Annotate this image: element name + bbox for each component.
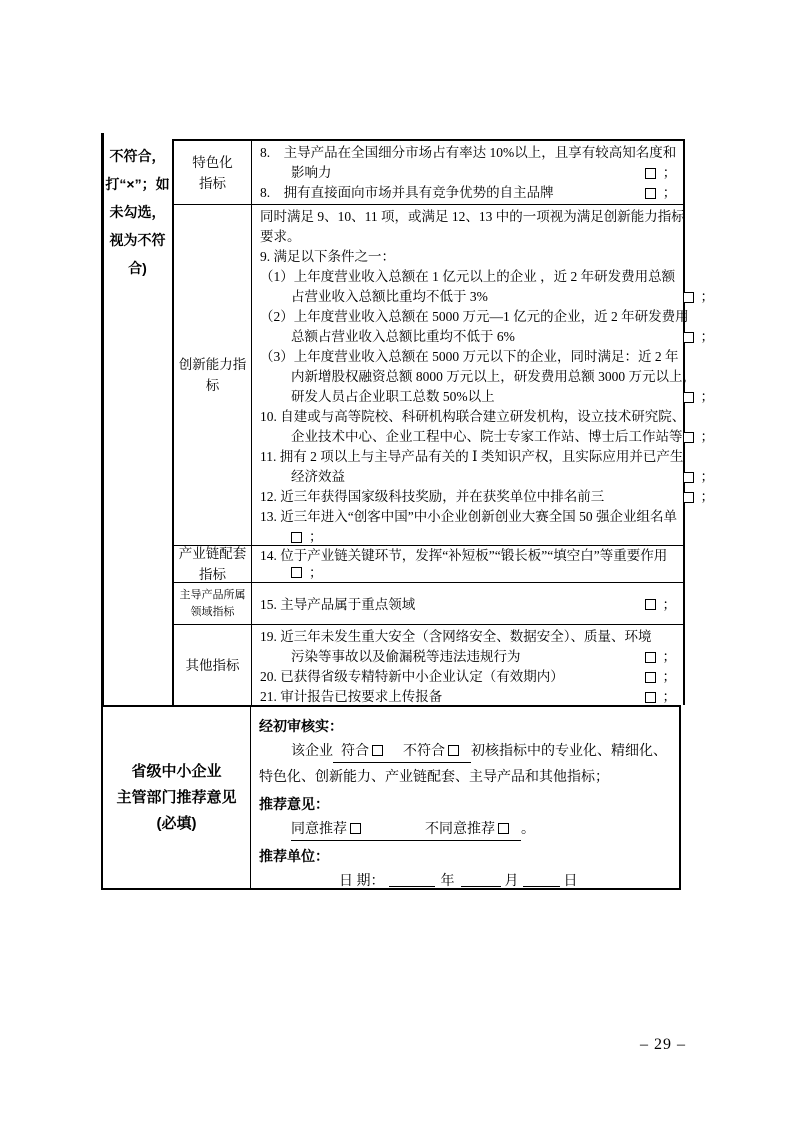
row-content [252,546,683,582]
checkbox-group [683,387,715,407]
criterion-line [260,564,676,581]
criterion-line [260,267,714,287]
checkbox-group [683,467,715,487]
criterion-line [260,507,714,527]
criterion-text: 总额占营业收入总额比重均不低于 6% [291,329,515,344]
note-line: 视为不符 [109,232,166,248]
opinion-title: 推荐意见： [259,796,329,812]
criterion-text: 内新增股权融资总额 8000 万元以上，研发费用总额 3000 万元以上， [291,369,696,384]
checkbox-suffix: ； [309,565,323,580]
criterion-line [260,407,714,427]
row-label-other [174,625,252,705]
checkbox-suffix: ； [700,469,714,484]
checkbox-suffix: ； [700,489,714,504]
recommendation-label-line: (必填) [156,814,197,832]
period-mark: 。 [521,822,535,837]
criterion-text: （1）上年度营业收入总额在 1 亿元以上的企业 ，近 2 年研发费用总额 [260,269,676,284]
criterion-line [260,467,714,487]
checkbox-group [645,595,677,615]
criterion-text: 14. 位于产业链关键环节，发挥“补短板”“锻长板”“填空白”等重要作用 [260,548,668,563]
criterion-text: 8. 拥有直接面向市场并具有竞争优势的自主品牌 [260,185,554,200]
checkbox[interactable] [291,532,302,543]
criterion-line [260,227,714,247]
criterion-text: 15. 主导产品属于重点领域 [260,596,416,612]
checkbox-suffix: ； [700,329,714,344]
row-label-special-feature [174,141,252,204]
criterion-text: 经济效益 [291,469,345,484]
checkbox[interactable] [683,292,694,303]
checkbox[interactable] [645,188,656,199]
checkbox-group [645,183,677,203]
row-label-industry-chain [174,546,252,582]
date-line [259,869,671,895]
day-blank-field[interactable] [523,870,560,887]
checkbox-suffix: ； [700,389,714,404]
criterion-text: 污染等事故以及偷漏税等违法违规行为 [291,649,521,664]
criterion-line [260,387,714,407]
opinion-options-blank[interactable] [291,820,521,841]
table-row-industry-chain [174,546,683,583]
verify-line-2: 特色化、创新能力、产业链配套、主导产品和其他指标； [259,770,609,785]
row-label-line: 领域指标 [190,605,235,618]
criterion-text: 13. 近三年进入“创客中国”中小企业创新创业大赛全国 50 强企业组名单 [260,509,677,524]
criterion-text: 企业技术中心、企业工程中心、院士专家工作站、博士后工作站等 [291,429,683,444]
criterion-text: 影响力 [291,165,332,180]
row-content [252,141,683,204]
table-row-innovation [174,205,714,546]
row-content [252,583,683,624]
checkbox[interactable] [645,672,656,683]
criterion-line [260,527,714,547]
criterion-text: 21. 审计报告已按要求上传报备 [260,689,443,704]
checkbox-group [683,487,715,507]
criterion-text: 要求。 [260,229,301,244]
criterion-text: 占营业收入总额比重均不低于 3% [291,289,488,304]
criterion-line [260,487,714,507]
row-label-line: 指标 [199,175,226,191]
option-fail-label: 不符合 [403,744,445,759]
criterion-line [260,427,714,447]
row-label-line: 特色化 [192,154,233,170]
checkbox-group [645,163,677,183]
checkbox[interactable] [645,168,656,179]
row-label-line: 产业链配套 [178,546,247,561]
checkbox-suffix: ； [662,185,677,200]
verify-suffix: 初核指标中的专业化、精细化、 [471,744,667,759]
year-label: 年 [440,874,455,889]
checkbox-suffix: ； [662,669,676,684]
row-content [252,205,721,545]
criterion-text: 同时满足 9、10、11 项，或满足 12、13 中的一项视为满足创新能力指标 [260,209,685,224]
criterion-line [260,247,714,267]
criterion-text: 20. 已获得省级专精特新中小企业认定（有效期内） [260,669,564,684]
note-line: 未勾选， [109,204,166,220]
checkbox-group [645,687,677,707]
opinion-line [259,817,671,843]
criterion-text: 11. 拥有 2 项以上与主导产品有关的 Ⅰ 类知识产权，且实际应用并已产生 [260,449,684,464]
checkbox[interactable] [683,332,694,343]
checkbox-group [683,427,715,447]
criterion-text: 12. 近三年获得国家级科技奖励，并在获奖单位中排名前三 [260,489,605,504]
recommendation-content [251,707,679,888]
criterion-line [260,627,676,647]
criterion-line [260,207,714,227]
checkbox-suffix: ； [662,689,676,704]
checkbox-suffix: ； [662,596,676,612]
checkbox-suffix: ； [309,529,323,544]
checkbox[interactable] [683,392,694,403]
checkbox[interactable] [291,567,302,578]
criterion-line [260,687,676,707]
row-label-innovation [174,205,252,545]
recommendation-label-line: 主管部门推荐意见 [116,788,237,806]
checkbox-suffix: ； [700,289,714,304]
checkbox[interactable] [645,599,656,610]
row-content [252,625,683,705]
criterion-line [260,447,714,467]
criteria-table [172,139,714,705]
agree-label: 同意推荐 [291,822,347,837]
checkbox-group [645,667,677,687]
criterion-line [260,347,714,367]
criterion-line [260,143,676,163]
checkbox-group [291,564,323,581]
row-label-key-field [174,583,252,624]
criterion-text: （2）上年度营业收入总额在 5000 万元—1 亿元的企业，近 2 年研发费用 [260,309,689,324]
table-row-other [174,625,683,705]
criterion-line [260,367,714,387]
continuation-note [103,142,172,282]
row-label-line: 标 [205,378,220,393]
criterion-line [260,647,676,667]
criterion-text: （3）上年度营业收入总额在 5000 万元以下的企业，同时满足：近 2 年 [260,349,679,364]
year-blank-field[interactable] [389,870,435,887]
criterion-text: 9. 满足以下条件之一： [260,249,395,264]
checkbox-group [683,287,715,307]
checkbox-disagree[interactable] [498,823,509,834]
recommendation-label-line: 省级中小企业 [131,762,222,780]
criterion-line [260,667,676,687]
criterion-text: 10. 自建或与高等院校、科研机构联合建立研发机构，设立技术研究院、 [260,409,686,424]
unit-title: 推荐单位： [259,848,329,864]
row-label-line: 指标 [199,567,226,582]
checkbox-group [645,647,677,667]
checkbox[interactable] [645,652,656,663]
row-label-line: 其他指标 [185,657,240,673]
verify-line [259,739,671,765]
checkbox[interactable] [683,472,694,483]
page-number: – 29 – [640,1036,686,1053]
month-label: 月 [504,874,519,889]
criterion-line [260,163,676,183]
table-row-special-feature [174,141,683,205]
note-line: 合) [128,260,147,276]
checkbox-suffix: ； [700,429,714,444]
criterion-text: 8. 主导产品在全国细分市场占有率达 10%以上，且享有较高知名度和 [260,145,677,160]
note-line: 打“×”；如 [105,176,170,192]
date-label: 日 期： [339,874,385,889]
criterion-line [260,595,676,615]
month-blank-field[interactable] [461,870,501,887]
recommendation-section-label [103,707,251,888]
checkbox[interactable] [683,432,694,443]
checkbox-group [683,327,715,347]
disagree-label: 不同意推荐 [425,822,495,837]
checkbox-agree[interactable] [350,823,361,834]
criterion-line [260,307,714,327]
criterion-text: 19. 近三年未发生重大安全（含网络安全、数据安全）、质量、环境 [260,629,652,644]
checkbox[interactable] [683,492,694,503]
checkbox-suffix: ； [662,649,676,664]
day-label: 日 [563,874,578,889]
note-line: 不符合， [109,148,166,164]
verify-title: 经初审核实： [259,718,343,734]
row-label-line: 主导产品所属 [179,588,246,601]
criterion-line [260,183,676,203]
table-row-key-field [174,583,683,625]
checkbox[interactable] [645,692,656,703]
criterion-text: 研发人员占企业职工总数 50%以上 [291,389,495,404]
checkbox-fail[interactable] [448,745,459,756]
recommendation-section [101,705,681,890]
checkbox-group [291,527,323,547]
criterion-line [260,327,714,347]
verify-prefix: 该企业 [291,744,333,759]
row-label-line: 创新能力指 [178,357,247,372]
checkbox-pass[interactable] [372,745,383,756]
checkbox-suffix: ； [662,165,677,180]
option-pass-label: 符合 [341,744,369,759]
criterion-line [260,287,714,307]
criterion-line [260,547,676,564]
verify-options-blank[interactable] [333,742,471,763]
